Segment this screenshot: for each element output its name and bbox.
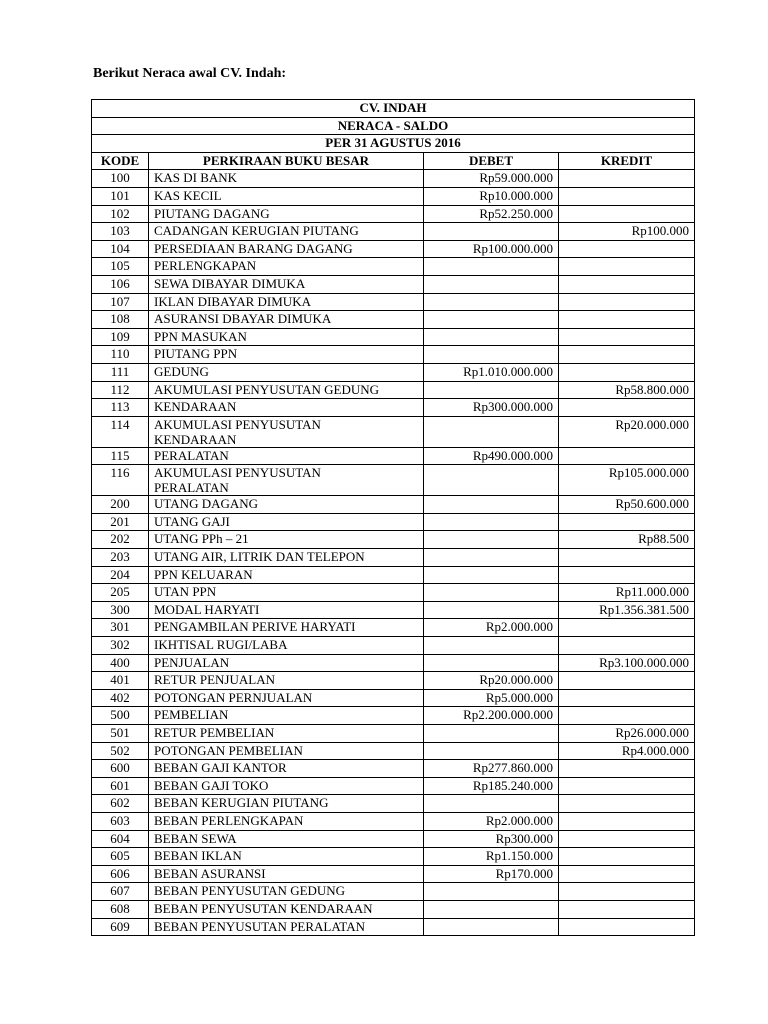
- table-row: [92, 795, 695, 813]
- debit-amount: [424, 258, 559, 276]
- account-code: 502: [92, 742, 149, 760]
- account-code: 202: [92, 531, 149, 549]
- account-code: 104: [92, 240, 149, 258]
- debit-amount: [424, 654, 559, 672]
- credit-amount: [559, 918, 695, 936]
- debit-amount: Rp10.000.000: [424, 187, 559, 205]
- table-row: [92, 654, 695, 672]
- company-title: CV. INDAH: [92, 100, 695, 118]
- account-code: 107: [92, 293, 149, 311]
- table-row: [92, 848, 695, 866]
- debit-amount: Rp300.000.000: [424, 399, 559, 417]
- debit-amount: [424, 549, 559, 567]
- table-row: [92, 328, 695, 346]
- account-name: ASURANSI DBAYAR DIMUKA: [149, 311, 424, 329]
- account-name: CADANGAN KERUGIAN PIUTANG: [149, 223, 424, 241]
- credit-amount: [559, 205, 695, 223]
- account-code: 401: [92, 672, 149, 690]
- credit-amount: [559, 170, 695, 188]
- table-row: [92, 513, 695, 531]
- account-name: IKHTISAL RUGI/LABA: [149, 637, 424, 655]
- table-row: [92, 725, 695, 743]
- table-row: [92, 205, 695, 223]
- column-header-debet: DEBET: [424, 152, 559, 170]
- credit-amount: [559, 760, 695, 778]
- table-row: [92, 637, 695, 655]
- debit-amount: [424, 465, 559, 496]
- debit-amount: Rp2.000.000: [424, 619, 559, 637]
- debit-amount: [424, 795, 559, 813]
- account-code: 402: [92, 689, 149, 707]
- account-name: UTANG DAGANG: [149, 496, 424, 514]
- account-name: BEBAN PENYUSUTAN PERALATAN: [149, 918, 424, 936]
- account-name: GEDUNG: [149, 363, 424, 381]
- account-code: 203: [92, 549, 149, 567]
- account-code: 601: [92, 777, 149, 795]
- debit-amount: [424, 293, 559, 311]
- account-code: 400: [92, 654, 149, 672]
- debit-amount: [424, 381, 559, 399]
- account-name: SEWA DIBAYAR DIMUKA: [149, 275, 424, 293]
- debit-amount: Rp1.150.000: [424, 848, 559, 866]
- table-row: [92, 363, 695, 381]
- table-row: [92, 170, 695, 188]
- table-row: [92, 531, 695, 549]
- account-code: 205: [92, 584, 149, 602]
- account-code: 300: [92, 601, 149, 619]
- debit-amount: [424, 416, 559, 447]
- account-name: BEBAN ASURANSI: [149, 865, 424, 883]
- account-name: MODAL HARYATI: [149, 601, 424, 619]
- account-code: 201: [92, 513, 149, 531]
- table-row: [92, 293, 695, 311]
- table-row: [92, 240, 695, 258]
- credit-amount: [559, 258, 695, 276]
- account-code: 607: [92, 883, 149, 901]
- debit-amount: Rp1.010.000.000: [424, 363, 559, 381]
- debit-amount: Rp2.000.000: [424, 812, 559, 830]
- account-code: 108: [92, 311, 149, 329]
- account-code: 116: [92, 465, 149, 496]
- account-name: RETUR PENJUALAN: [149, 672, 424, 690]
- credit-amount: [559, 883, 695, 901]
- debit-amount: [424, 918, 559, 936]
- credit-amount: [559, 513, 695, 531]
- period-title: PER 31 AGUSTUS 2016: [92, 135, 695, 153]
- debit-amount: Rp185.240.000: [424, 777, 559, 795]
- credit-amount: [559, 707, 695, 725]
- account-code: 109: [92, 328, 149, 346]
- credit-amount: Rp26.000.000: [559, 725, 695, 743]
- table-row: [92, 883, 695, 901]
- credit-amount: Rp50.600.000: [559, 496, 695, 514]
- credit-amount: Rp20.000.000: [559, 416, 695, 447]
- debit-amount: [424, 275, 559, 293]
- table-row: [92, 689, 695, 707]
- account-code: 302: [92, 637, 149, 655]
- account-name: KAS KECIL: [149, 187, 424, 205]
- debit-amount: Rp100.000.000: [424, 240, 559, 258]
- table-row: [92, 601, 695, 619]
- account-name: RETUR PEMBELIAN: [149, 725, 424, 743]
- table-row: [92, 416, 695, 447]
- account-code: 602: [92, 795, 149, 813]
- credit-amount: [559, 187, 695, 205]
- account-name: PPN MASUKAN: [149, 328, 424, 346]
- account-name: PEMBELIAN: [149, 707, 424, 725]
- account-name: BEBAN GAJI TOKO: [149, 777, 424, 795]
- credit-amount: Rp1.356.381.500: [559, 601, 695, 619]
- credit-amount: [559, 672, 695, 690]
- credit-amount: [559, 363, 695, 381]
- account-code: 102: [92, 205, 149, 223]
- table-row: [92, 566, 695, 584]
- debit-amount: [424, 883, 559, 901]
- debit-amount: [424, 566, 559, 584]
- debit-amount: Rp300.000: [424, 830, 559, 848]
- debit-amount: Rp277.860.000: [424, 760, 559, 778]
- table-row: [92, 830, 695, 848]
- account-code: 114: [92, 416, 149, 447]
- account-name: PPN KELUARAN: [149, 566, 424, 584]
- account-code: 111: [92, 363, 149, 381]
- account-code: 605: [92, 848, 149, 866]
- debit-amount: Rp5.000.000: [424, 689, 559, 707]
- account-name: BEBAN KERUGIAN PIUTANG: [149, 795, 424, 813]
- table-row: [92, 399, 695, 417]
- account-code: 103: [92, 223, 149, 241]
- credit-amount: [559, 637, 695, 655]
- table-row: [92, 619, 695, 637]
- account-name: PENGAMBILAN PERIVE HARYATI: [149, 619, 424, 637]
- table-row: [92, 275, 695, 293]
- account-code: 115: [92, 447, 149, 465]
- account-name: BEBAN IKLAN: [149, 848, 424, 866]
- debit-amount: [424, 328, 559, 346]
- account-name: PERLENGKAPAN: [149, 258, 424, 276]
- debit-amount: Rp52.250.000: [424, 205, 559, 223]
- account-code: 112: [92, 381, 149, 399]
- debit-amount: Rp59.000.000: [424, 170, 559, 188]
- debit-amount: [424, 601, 559, 619]
- credit-amount: Rp105.000.000: [559, 465, 695, 496]
- debit-amount: Rp490.000.000: [424, 447, 559, 465]
- table-row: [92, 346, 695, 364]
- table-row: [92, 865, 695, 883]
- account-code: 200: [92, 496, 149, 514]
- account-name: AKUMULASI PENYUSUTAN PERALATAN: [149, 465, 424, 496]
- account-name: BEBAN PERLENGKAPAN: [149, 812, 424, 830]
- credit-amount: Rp100.000: [559, 223, 695, 241]
- debit-amount: [424, 311, 559, 329]
- account-code: 608: [92, 900, 149, 918]
- table-row: [92, 707, 695, 725]
- column-header-kredit: KREDIT: [559, 152, 695, 170]
- credit-amount: Rp3.100.000.000: [559, 654, 695, 672]
- report-title: NERACA - SALDO: [92, 117, 695, 135]
- table-row: [92, 381, 695, 399]
- account-name: UTANG AIR, LITRIK DAN TELEPON: [149, 549, 424, 567]
- column-header-perkiraan: PERKIRAAN BUKU BESAR: [149, 152, 424, 170]
- credit-amount: [559, 399, 695, 417]
- account-code: 105: [92, 258, 149, 276]
- debit-amount: [424, 223, 559, 241]
- table-row: [92, 742, 695, 760]
- credit-amount: [559, 566, 695, 584]
- credit-amount: [559, 900, 695, 918]
- table-row: [92, 311, 695, 329]
- debit-amount: [424, 725, 559, 743]
- credit-amount: Rp88.500: [559, 531, 695, 549]
- intro-text: Berikut Neraca awal CV. Indah:: [93, 66, 287, 81]
- credit-amount: Rp58.800.000: [559, 381, 695, 399]
- account-code: 113: [92, 399, 149, 417]
- table-row: [92, 447, 695, 465]
- account-code: 110: [92, 346, 149, 364]
- debit-amount: [424, 513, 559, 531]
- account-name: BEBAN SEWA: [149, 830, 424, 848]
- account-code: 204: [92, 566, 149, 584]
- credit-amount: [559, 830, 695, 848]
- debit-amount: Rp170.000: [424, 865, 559, 883]
- debit-amount: [424, 900, 559, 918]
- account-name: BEBAN PENYUSUTAN KENDARAAN: [149, 900, 424, 918]
- account-code: 600: [92, 760, 149, 778]
- account-code: 106: [92, 275, 149, 293]
- column-header-kode: KODE: [92, 152, 149, 170]
- account-name: PERSEDIAAN BARANG DAGANG: [149, 240, 424, 258]
- account-name: AKUMULASI PENYUSUTAN KENDARAAN: [149, 416, 424, 447]
- account-name: AKUMULASI PENYUSUTAN GEDUNG: [149, 381, 424, 399]
- account-code: 501: [92, 725, 149, 743]
- account-code: 100: [92, 170, 149, 188]
- credit-amount: [559, 447, 695, 465]
- account-code: 101: [92, 187, 149, 205]
- account-code: 606: [92, 865, 149, 883]
- credit-amount: [559, 275, 695, 293]
- table-row: [92, 584, 695, 602]
- account-name: BEBAN PENYUSUTAN GEDUNG: [149, 883, 424, 901]
- account-code: 500: [92, 707, 149, 725]
- account-name: UTANG PPh – 21: [149, 531, 424, 549]
- table-row: [92, 187, 695, 205]
- debit-amount: [424, 531, 559, 549]
- credit-amount: Rp4.000.000: [559, 742, 695, 760]
- credit-amount: [559, 311, 695, 329]
- account-name: IKLAN DIBAYAR DIMUKA: [149, 293, 424, 311]
- credit-amount: [559, 346, 695, 364]
- table-row: [92, 760, 695, 778]
- credit-amount: Rp11.000.000: [559, 584, 695, 602]
- account-code: 604: [92, 830, 149, 848]
- table-row: [92, 900, 695, 918]
- table-row: [92, 465, 695, 496]
- credit-amount: [559, 689, 695, 707]
- credit-amount: [559, 865, 695, 883]
- credit-amount: [559, 240, 695, 258]
- debit-amount: [424, 346, 559, 364]
- account-name: BEBAN GAJI KANTOR: [149, 760, 424, 778]
- account-name: PIUTANG DAGANG: [149, 205, 424, 223]
- table-row: [92, 549, 695, 567]
- credit-amount: [559, 328, 695, 346]
- account-code: 603: [92, 812, 149, 830]
- table-row: [92, 258, 695, 276]
- account-name: KENDARAAN: [149, 399, 424, 417]
- account-name: PERALATAN: [149, 447, 424, 465]
- table-row: [92, 918, 695, 936]
- table-row: [92, 812, 695, 830]
- table-row: [92, 223, 695, 241]
- credit-amount: [559, 549, 695, 567]
- credit-amount: [559, 293, 695, 311]
- account-name: UTAN PPN: [149, 584, 424, 602]
- credit-amount: [559, 795, 695, 813]
- credit-amount: [559, 777, 695, 795]
- account-name: KAS DI BANK: [149, 170, 424, 188]
- table-row: [92, 777, 695, 795]
- account-name: POTONGAN PEMBELIAN: [149, 742, 424, 760]
- account-name: POTONGAN PERNJUALAN: [149, 689, 424, 707]
- column-header-row: [92, 152, 695, 170]
- table-row: [92, 496, 695, 514]
- credit-amount: [559, 812, 695, 830]
- debit-amount: Rp2.200.000.000: [424, 707, 559, 725]
- table-row: [92, 672, 695, 690]
- debit-amount: [424, 637, 559, 655]
- account-code: 301: [92, 619, 149, 637]
- credit-amount: [559, 619, 695, 637]
- account-code: 609: [92, 918, 149, 936]
- debit-amount: Rp20.000.000: [424, 672, 559, 690]
- account-name: PIUTANG PPN: [149, 346, 424, 364]
- trial-balance-table: [91, 99, 695, 936]
- account-name: UTANG GAJI: [149, 513, 424, 531]
- credit-amount: [559, 848, 695, 866]
- debit-amount: [424, 584, 559, 602]
- account-name: PENJUALAN: [149, 654, 424, 672]
- debit-amount: [424, 742, 559, 760]
- debit-amount: [424, 496, 559, 514]
